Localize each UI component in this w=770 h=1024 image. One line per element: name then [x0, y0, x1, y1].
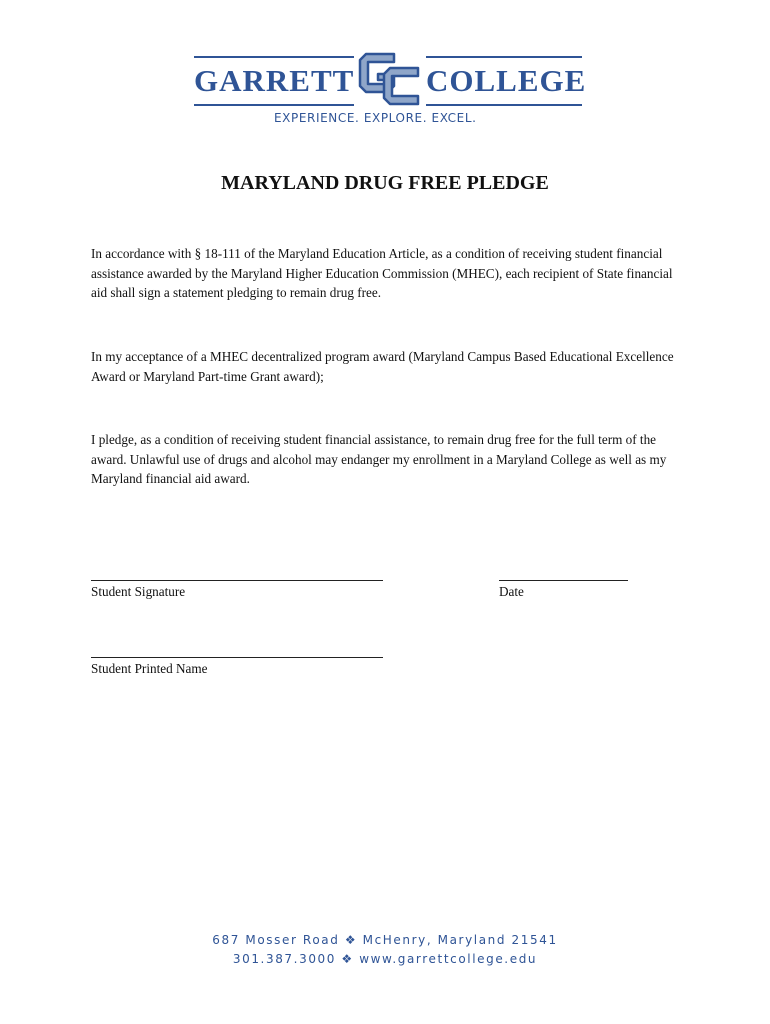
date-label: Date — [499, 584, 524, 599]
logo-tagline: EXPERIENCE. EXPLORE. EXCEL. — [274, 111, 477, 125]
student-signature-label: Student Signature — [91, 584, 186, 599]
paragraph-statute: In accordance with § 18-111 of the Maryland Education Article, as a condition of receiving student financial assistance awarded by the Maryland Higher Education Commission (MHEC), each recipient of State financial aid shall sign a statement pledging to remain drug free. — [91, 246, 673, 300]
footer-address: 687 Mosser Road ❖ McHenry, Maryland 21541 — [212, 933, 558, 947]
date-line[interactable] — [499, 580, 628, 581]
logo-rule — [426, 104, 582, 106]
student-printed-name-line[interactable] — [91, 657, 383, 658]
garrett-college-logo — [190, 42, 585, 132]
paragraph-pledge: I pledge, as a condition of receiving student financial assistance, to remain drug free for the full term of the award. Unlawful use of drugs and alcohol may endanger my enrollment in a Maryland College as well as my Maryland financial aid award. — [91, 432, 667, 486]
student-printed-name-label: Student Printed Name — [91, 661, 208, 676]
document-title: MARYLAND DRUG FREE PLEDGE — [221, 172, 549, 194]
gc-monogram-icon — [354, 46, 424, 110]
student-signature-line[interactable] — [91, 580, 383, 581]
logo-word-garrett: GARRETT — [194, 63, 355, 98]
footer-contact: 301.387.3000 ❖ www.garrettcollege.edu — [232, 952, 538, 966]
paragraph-acceptance: In my acceptance of a MHEC decentralized program award (Maryland Campus Based Educational Excellence Award or Maryland Part-time Grant award); — [91, 349, 674, 384]
logo-rule — [426, 56, 582, 58]
logo-rule — [194, 56, 354, 58]
logo-rule — [194, 104, 354, 106]
logo-word-college: COLLEGE — [426, 63, 587, 98]
